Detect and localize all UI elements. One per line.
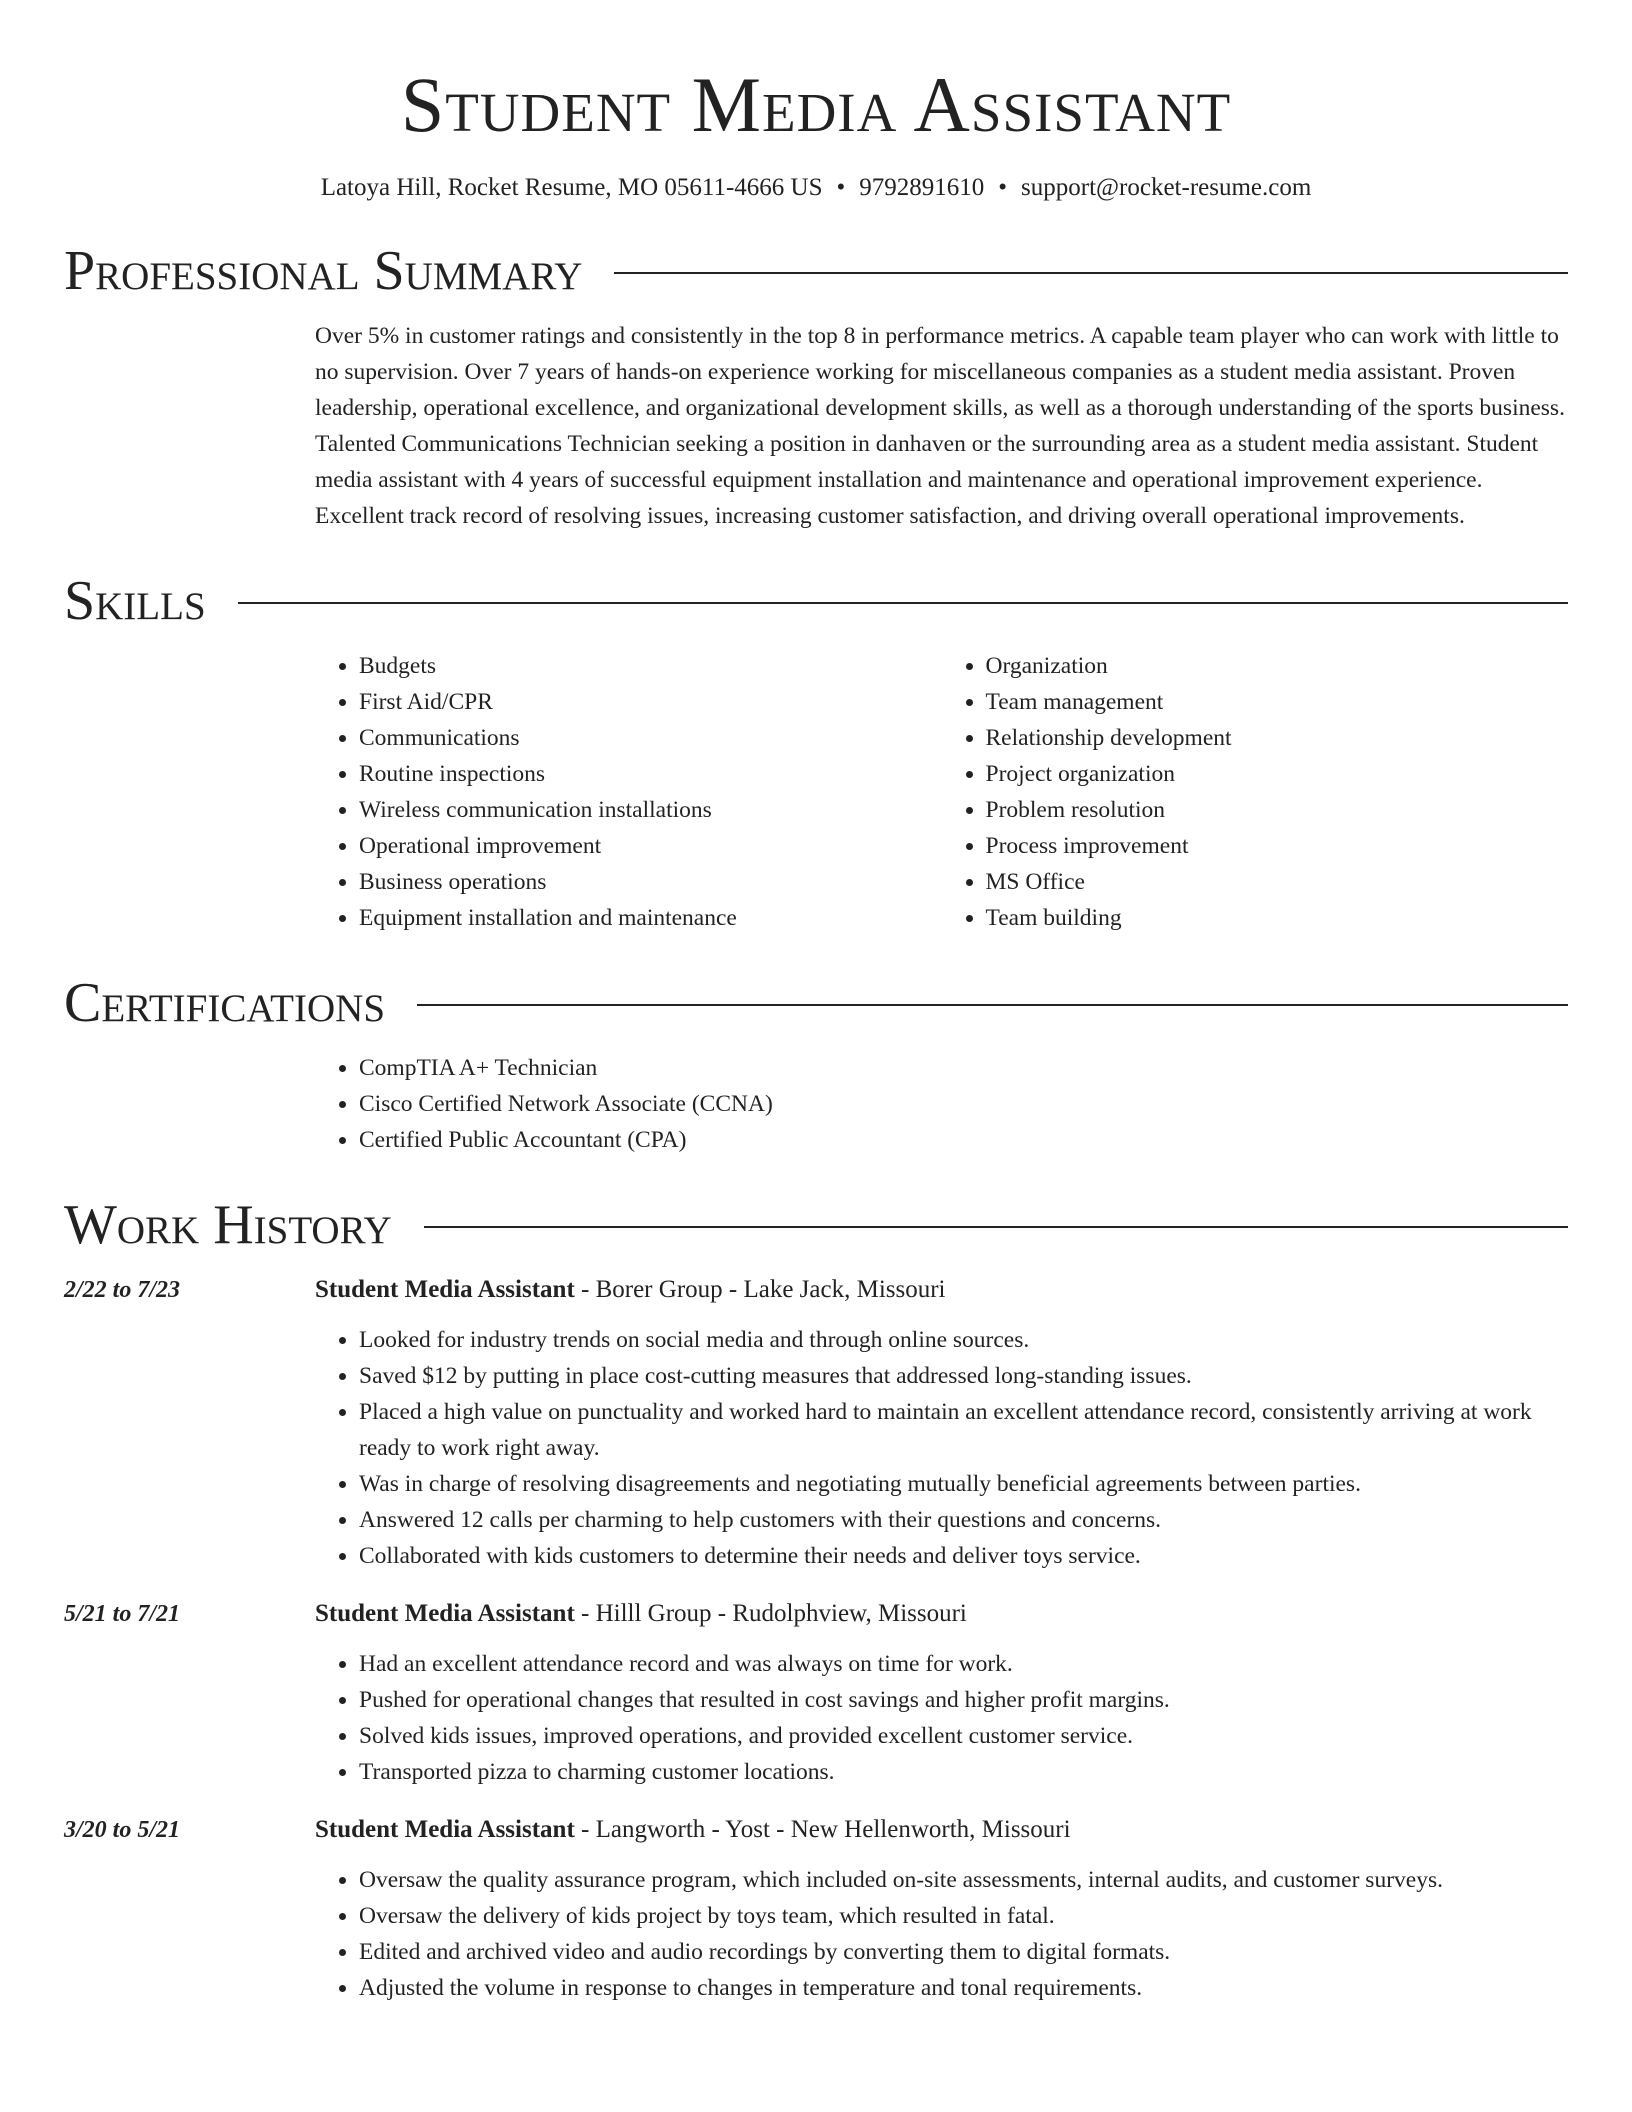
skill-item: • Team building — [986, 900, 1569, 936]
job-bullets — [315, 1862, 1568, 2006]
skill-item: • Organization — [986, 648, 1569, 684]
separator-dot: • — [836, 174, 846, 201]
job-bullets — [315, 1322, 1568, 1574]
skill-item: • Project organization — [986, 756, 1569, 792]
contact-address: Latoya Hill, Rocket Resume, MO 05611-4666 US — [320, 174, 823, 201]
job-title-line — [315, 1596, 1568, 1632]
job-bullet: • Had an excellent attendance record and was always on time for work. — [359, 1646, 1568, 1682]
job-detail — [315, 1272, 1568, 1574]
job-role: Student Media Assistant — [315, 1816, 575, 1843]
job-detail — [315, 1812, 1568, 2006]
job-entry — [64, 1596, 1568, 1790]
skills-section-header — [64, 568, 1568, 634]
contact-email: support@rocket-resume.com — [1021, 174, 1312, 201]
certification-item: • Certified Public Accountant (CPA) — [359, 1122, 1568, 1158]
skill-item: • Routine inspections — [359, 756, 942, 792]
summary-heading: Professional Summary — [64, 240, 583, 302]
certifications-block — [315, 1050, 1568, 1158]
skills-grid — [315, 648, 1568, 936]
job-role: Student Media Assistant — [315, 1600, 575, 1627]
certification-item: • CompTIA A+ Technician — [359, 1050, 1568, 1086]
job-entry — [64, 1812, 1568, 2006]
job-bullet: • Placed a high value on punctuality and worked hard to maintain an excellent attendance record, consistently arriving at work ready to work right away. — [359, 1394, 1568, 1466]
job-bullet: • Oversaw the quality assurance program, which included on-site assessments, internal audits, and customer surveys. — [359, 1862, 1568, 1898]
skills-list-left — [315, 648, 942, 936]
job-title-line — [315, 1272, 1568, 1308]
job-entry — [64, 1272, 1568, 1574]
job-bullets — [315, 1646, 1568, 1790]
job-title-line — [315, 1812, 1568, 1848]
skill-item: • Business operations — [359, 864, 942, 900]
job-bullet: • Answered 12 calls per charming to help customers with their questions and concerns. — [359, 1502, 1568, 1538]
skill-item: • Equipment installation and maintenance — [359, 900, 942, 936]
job-dates: 2/22 to 7/23 — [64, 1277, 181, 1303]
job-bullet: • Transported pizza to charming customer locations. — [359, 1754, 1568, 1790]
skill-item: • Relationship development — [986, 720, 1569, 756]
section-divider — [417, 1004, 1568, 1006]
job-bullet: • Edited and archived video and audio recordings by converting them to digital formats. — [359, 1934, 1568, 1970]
skill-item: • First Aid/CPR — [359, 684, 942, 720]
skill-item: • Problem resolution — [986, 792, 1569, 828]
section-divider — [614, 272, 1568, 274]
section-divider — [238, 602, 1568, 604]
skill-item: • MS Office — [986, 864, 1569, 900]
job-employer: - Borer Group - Lake Jack, Missouri — [574, 1276, 946, 1303]
summary-text: Over 5% in customer ratings and consistently in the top 8 in performance metrics. A capable team player who can work with little to no supervision. Over 7 years of hands-on experience working for miscellaneous companies as a student media assistant. Proven leadership, operational excellence, and organizational development skills, as well as a thorough understanding of the sports business. Talented Communications Technician seeking a position in danhaven or the surrounding area as a student media assistant. Student media assistant with 4 years of successful equipment installation and maintenance and operational improvement experience. Excellent track record of resolving issues, increasing customer satisfaction, and driving overall operational improvements. — [315, 323, 1565, 529]
job-bullet: • Saved $12 by putting in place cost-cutting measures that addressed long-standing issues. — [359, 1358, 1568, 1394]
job-detail — [315, 1596, 1568, 1790]
job-employer: - Langworth - Yost - New Hellenworth, Missouri — [574, 1816, 1071, 1843]
certifications-section-header — [64, 970, 1568, 1036]
job-employer: - Hilll Group - Rudolphview, Missouri — [574, 1600, 967, 1627]
separator-dot: • — [998, 174, 1008, 201]
skills-list-right — [942, 648, 1569, 936]
job-bullet: • Collaborated with kids customers to determine their needs and deliver toys service. — [359, 1538, 1568, 1574]
skill-item: • Process improvement — [986, 828, 1569, 864]
skill-item: • Budgets — [359, 648, 942, 684]
skill-item: • Communications — [359, 720, 942, 756]
certification-item: • Cisco Certified Network Associate (CCNA) — [359, 1086, 1568, 1122]
job-dates: 3/20 to 5/21 — [64, 1817, 181, 1843]
job-role: Student Media Assistant — [315, 1276, 575, 1303]
job-bullet: • Pushed for operational changes that resulted in cost savings and higher profit margins. — [359, 1682, 1568, 1718]
skill-item: • Wireless communication installations — [359, 792, 942, 828]
job-bullet: • Adjusted the volume in response to changes in temperature and tonal requirements. — [359, 1970, 1568, 2006]
work-history-heading: Work History — [64, 1194, 392, 1256]
job-bullet: • Was in charge of resolving disagreements and negotiating mutually beneficial agreements between parties. — [359, 1466, 1568, 1502]
candidate-name: Student Media Assistant — [400, 61, 1232, 148]
contact-line — [64, 172, 1568, 204]
contact-phone: 9792891610 — [859, 174, 985, 201]
skill-item: • Operational improvement — [359, 828, 942, 864]
certifications-list — [315, 1050, 1568, 1158]
job-bullet: • Solved kids issues, improved operations, and provided excellent customer service. — [359, 1718, 1568, 1754]
work-history-section-header — [64, 1192, 1568, 1258]
resume-page — [64, 0, 1568, 2006]
skills-heading: Skills — [64, 570, 206, 632]
job-bullet: • Looked for industry trends on social media and through online sources. — [359, 1322, 1568, 1358]
section-divider — [424, 1226, 1568, 1228]
summary-section-header — [64, 238, 1568, 304]
job-bullet: • Oversaw the delivery of kids project by toys team, which resulted in fatal. — [359, 1898, 1568, 1934]
job-dates: 5/21 to 7/21 — [64, 1601, 181, 1627]
skill-item: • Team management — [986, 684, 1569, 720]
certifications-heading: Certifications — [64, 972, 386, 1034]
